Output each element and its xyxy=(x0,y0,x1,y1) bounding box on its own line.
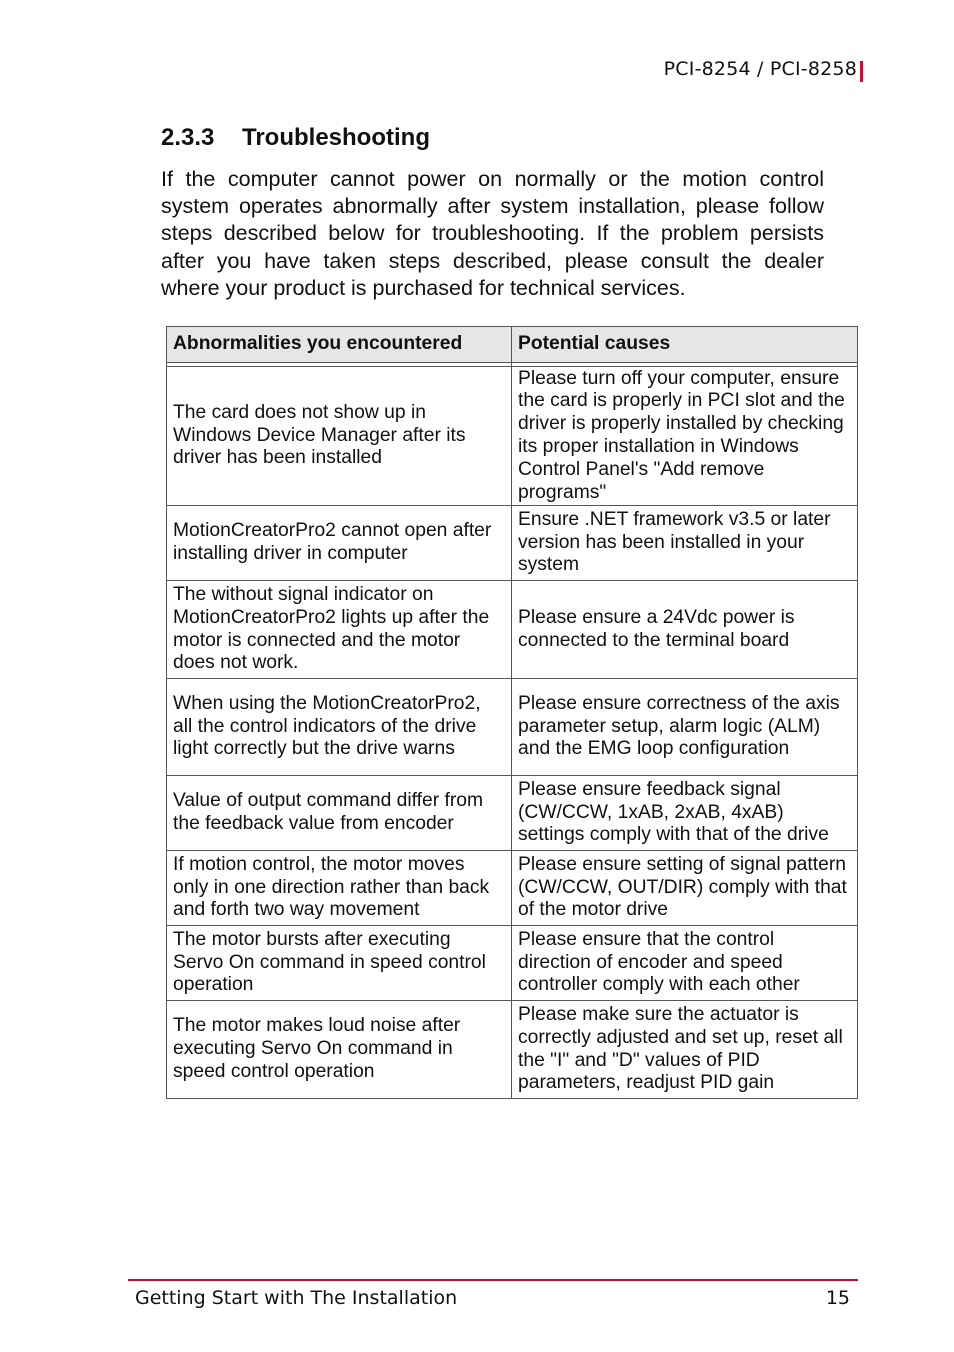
abnormality-cell: The without signal indicator on MotionCreatorPro2 lights up after the motor is connected and the motor does not work. xyxy=(167,581,512,679)
table-row xyxy=(167,926,858,1001)
section-number: 2.3.3 xyxy=(161,124,215,151)
table-row xyxy=(167,1001,858,1099)
cause-cell: Please ensure correctness of the axis parameter setup, alarm logic (ALM) and the EMG loop configuration xyxy=(512,679,858,776)
abnormality-cell: The card does not show up in Windows Device Manager after its driver has been installed xyxy=(167,367,512,506)
abnormality-cell: MotionCreatorPro2 cannot open after installing driver in computer xyxy=(167,506,512,581)
table-row xyxy=(167,679,858,776)
cause-cell: Ensure .NET framework v3.5 or later version has been installed in your system xyxy=(512,506,858,581)
abnormality-cell: The motor bursts after executing Servo On command in speed control operation xyxy=(167,926,512,1001)
table-row xyxy=(167,776,858,851)
table-row xyxy=(167,506,858,581)
table-row xyxy=(167,851,858,926)
cause-cell: Please turn off your computer, ensure the card is properly in PCI slot and the driver is properly installed by checking its proper installation in Windows Control Panel's "Add remove programs" xyxy=(512,367,858,506)
abnormality-cell: If motion control, the motor moves only in one direction rather than back and forth two way movement xyxy=(167,851,512,926)
intro-paragraph: If the computer cannot power on normally or the motion control system operates abnormally after system installation, please follow steps described below for troubleshooting. If the problem persists after you have taken steps described, please consult the dealer where your product is purchased for technical services. xyxy=(161,167,824,300)
cause-cell: Please ensure setting of signal pattern (CW/CCW, OUT/DIR) comply with that of the motor drive xyxy=(512,851,858,926)
header-accent-bar xyxy=(860,61,863,82)
column-header-abnormalities: Abnormalities you encountered xyxy=(167,327,512,363)
page-number: 15 xyxy=(825,1287,850,1309)
table-header-row xyxy=(167,327,858,363)
cause-cell: Please ensure a 24Vdc power is connected to the terminal board xyxy=(512,581,858,679)
cause-cell: Please ensure feedback signal (CW/CCW, 1xAB, 2xAB, 4xAB) settings comply with that of the drive xyxy=(512,776,858,851)
running-header-title: PCI-8254 / PCI-8258 xyxy=(663,58,857,80)
abnormality-cell: The motor makes loud noise after executing Servo On command in speed control operation xyxy=(167,1001,512,1099)
cause-cell: Please make sure the actuator is correctly adjusted and set up, reset all the "I" and "D" values of PID parameters, readjust PID gain xyxy=(512,1001,858,1099)
footer-divider xyxy=(128,1279,858,1281)
cause-cell: Please ensure that the control direction of encoder and speed controller comply with each other xyxy=(512,926,858,1001)
footer-chapter-title: Getting Start with The Installation xyxy=(135,1287,458,1309)
table-row xyxy=(167,367,858,506)
abnormality-cell: Value of output command differ from the feedback value from encoder xyxy=(167,776,512,851)
section-heading xyxy=(161,124,430,152)
table-row xyxy=(167,581,858,679)
section-title: Troubleshooting xyxy=(242,124,430,151)
column-header-causes: Potential causes xyxy=(512,327,858,363)
troubleshooting-table xyxy=(166,326,858,1099)
abnormality-cell: When using the MotionCreatorPro2, all the control indicators of the drive light correctly but the drive warns xyxy=(167,679,512,776)
